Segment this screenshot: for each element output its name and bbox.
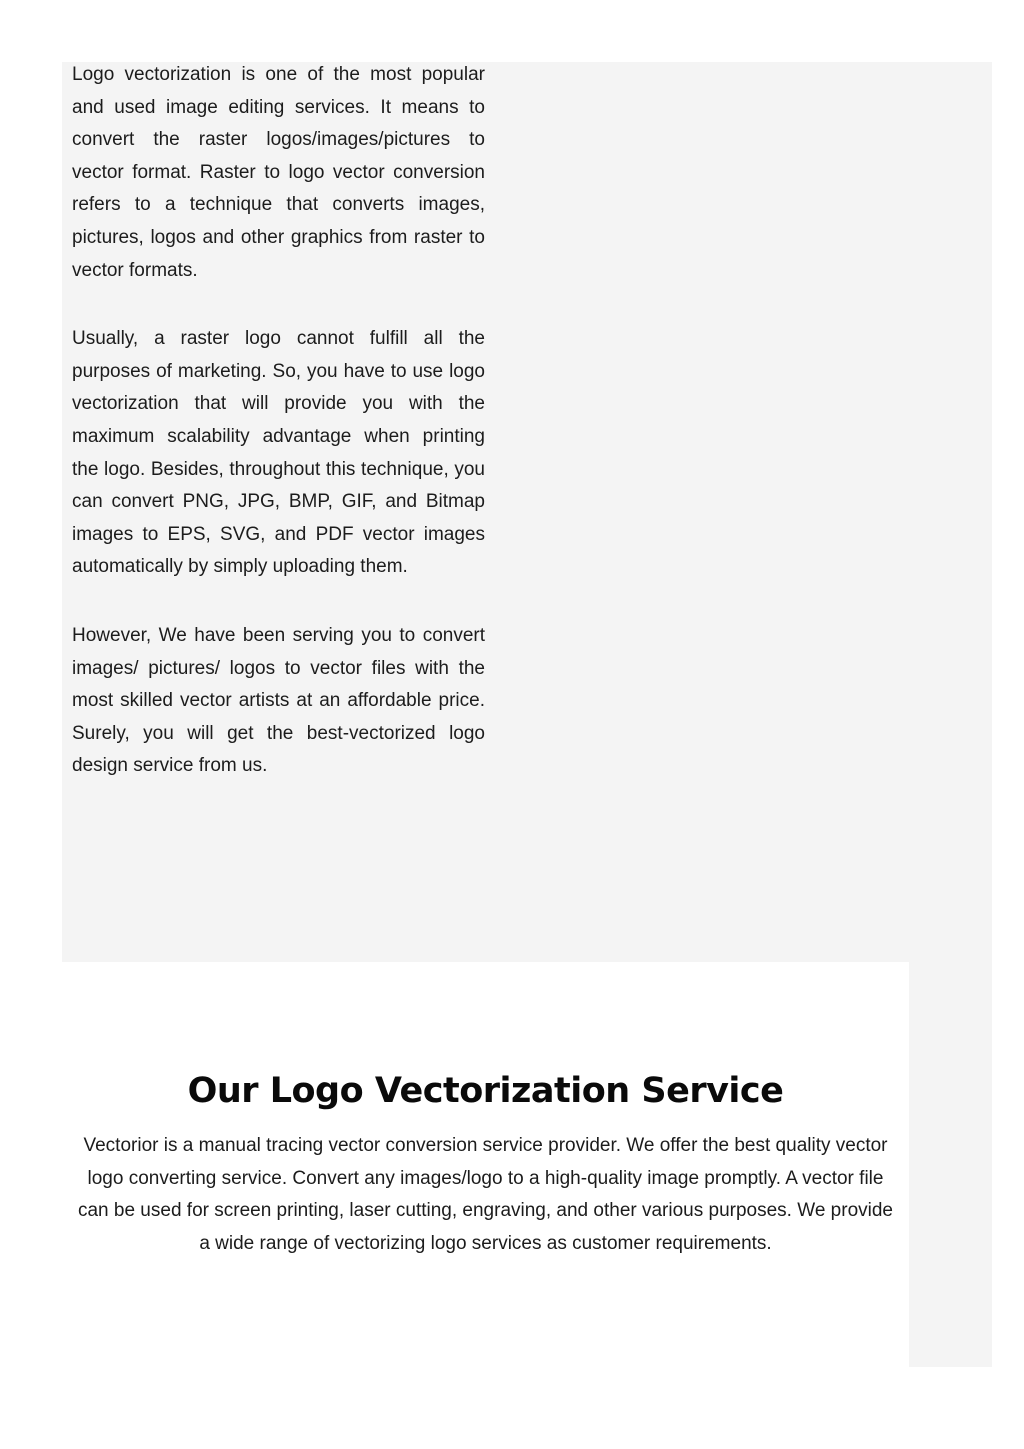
intro-paragraph-3: However, We have been serving you to convert images/ pictures/ logos to vector files with the most skilled vector artists at an affordable price. Surely, you will get the best-vectorized logo design service from us.: [72, 624, 485, 777]
service-section: [72, 1066, 899, 1260]
service-heading: Our Logo Vectorization Service: [187, 1071, 784, 1111]
intro-section: [72, 59, 485, 819]
intro-paragraph-2: Usually, a raster logo cannot fulfill all the purposes of marketing. So, you have to use logo vectorization that will provide you with the maximum scalability advantage when printing the logo. Besides, throughout this technique, you can convert PNG, JPG, BMP, GIF, and Bitmap images to EPS, SVG, and PDF vector images automatically by simply uploading them.: [72, 328, 485, 578]
intro-paragraph-1: Logo vectorization is one of the most popular and used image editing services. It means to convert the raster logos/images/pictures to vector format. Raster to logo vector conversion refers to a technique that converts images, pictures, logos and other graphics from raster to vector formats.: [72, 64, 485, 281]
service-description: Vectorior is a manual tracing vector conversion service provider. We offer the best quality vector logo converting service. Convert any images/logo to a high-quality image promptly. A vector file can be used for screen printing, laser cutting, engraving, and other various purposes. We provide a wide range of vectorizing logo services as customer requirements.: [77, 1135, 893, 1254]
